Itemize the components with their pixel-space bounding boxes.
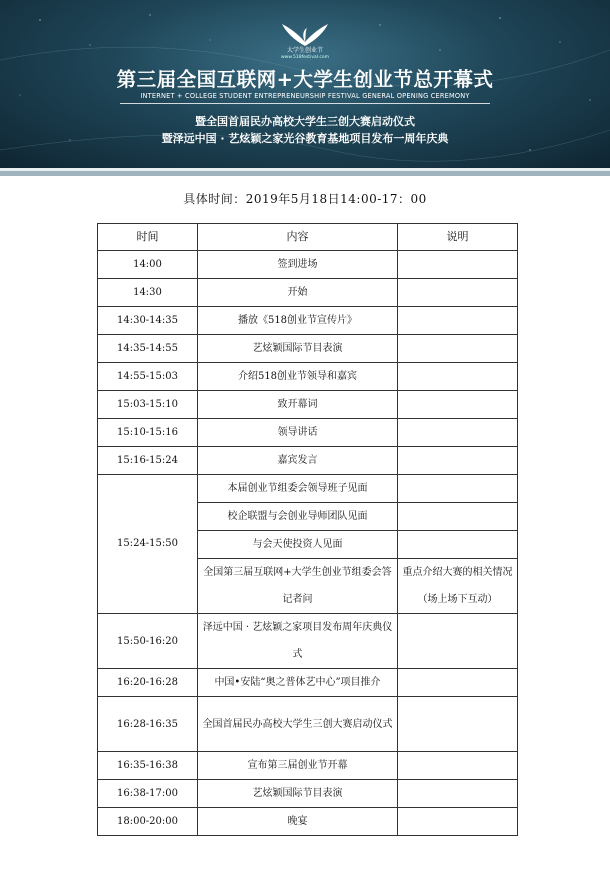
table-row [98, 279, 518, 307]
time-cell: 16:20-16:28 [98, 669, 198, 697]
content-cell: 领导讲话 [198, 419, 398, 447]
note-cell: 重点介绍大赛的相关情况（场上场下互动） [398, 559, 518, 614]
banner-edge [0, 171, 610, 176]
table-row [98, 419, 518, 447]
content-cell: 签到进场 [198, 251, 398, 279]
time-cell: 14:35-14:55 [98, 335, 198, 363]
table-row [98, 335, 518, 363]
schedule-table [97, 223, 518, 836]
header-note: 说明 [398, 224, 518, 251]
page-title-english: INTERNET + COLLEGE STUDENT ENTREPRENEURSHIP FESTIVAL GENERAL OPENING CEREMONY [140, 92, 470, 100]
note-cell [398, 251, 518, 279]
note-cell [398, 697, 518, 752]
subtitle-1: 暨全国首届民办高校大学生三创大赛启动仪式 [195, 115, 415, 128]
note-cell [398, 752, 518, 780]
note-cell [398, 419, 518, 447]
note-cell [398, 503, 518, 531]
table-row [98, 251, 518, 279]
table-row [98, 307, 518, 335]
header-banner [0, 0, 610, 168]
content-cell: 艺炫颖国际节目表演 [198, 780, 398, 808]
time-cell: 15:03-15:10 [98, 391, 198, 419]
note-cell [398, 391, 518, 419]
note-cell [398, 307, 518, 335]
content-cell: 开始 [198, 279, 398, 307]
note-cell [398, 780, 518, 808]
event-time: 具体时间：2019年5月18日14:00-17：00 [183, 192, 427, 206]
time-cell: 14:55-15:03 [98, 363, 198, 391]
note-cell [398, 279, 518, 307]
table-row [98, 614, 518, 669]
header-time: 时间 [98, 224, 198, 251]
table-row [98, 391, 518, 419]
time-cell: 16:35-16:38 [98, 752, 198, 780]
subtitle-2: 暨泽远中国 · 艺炫颖之家光谷教育基地项目发布一周年庆典 [161, 132, 449, 145]
table-row [98, 363, 518, 391]
time-cell: 16:38-17:00 [98, 780, 198, 808]
time-cell: 16:28-16:35 [98, 697, 198, 752]
time-cell: 15:10-15:16 [98, 419, 198, 447]
note-cell [398, 335, 518, 363]
note-cell [398, 808, 518, 836]
logo-url: www.518festival.com [280, 55, 330, 60]
header-content: 内容 [198, 224, 398, 251]
content-cell: 艺炫颖国际节目表演 [198, 335, 398, 363]
note-cell [398, 363, 518, 391]
time-cell: 14:00 [98, 251, 198, 279]
time-cell: 15:50-16:20 [98, 614, 198, 669]
content-cell: 与会天使投资人见面 [198, 531, 398, 559]
note-cell [398, 614, 518, 669]
page-title: 第三届全国互联网+大学生创业节总开幕式 [116, 68, 494, 91]
note-cell [398, 447, 518, 475]
table-row [98, 808, 518, 836]
title-divider [120, 103, 490, 104]
note-cell [398, 669, 518, 697]
content-cell: 全国首届民办高校大学生三创大赛启动仪式 [198, 697, 398, 752]
content-cell: 校企联盟与会创业导师团队见面 [198, 503, 398, 531]
time-cell: 18:00-20:00 [98, 808, 198, 836]
content-cell: 泽远中国 · 艺炫颖之家项目发布周年庆典仪式 [198, 614, 398, 669]
logo-text: 大学生创业节 [286, 47, 323, 54]
time-cell: 15:16-15:24 [98, 447, 198, 475]
note-cell [398, 475, 518, 503]
table-row [98, 669, 518, 697]
table-row [98, 780, 518, 808]
content-cell: 中国•安陆“奥之普体艺中心”项目推介 [198, 669, 398, 697]
content-cell: 晚宴 [198, 808, 398, 836]
table-row [98, 752, 518, 780]
content-cell: 播放《518创业节宣传片》 [198, 307, 398, 335]
time-cell-group: 15:24-15:50 [98, 475, 198, 614]
content-cell: 致开幕词 [198, 391, 398, 419]
time-cell: 14:30 [98, 279, 198, 307]
note-cell [398, 531, 518, 559]
table-row [98, 697, 518, 752]
content-cell: 全国第三届互联网+大学生创业节组委会答记者问 [198, 559, 398, 614]
content-cell: 介绍518创业节领导和嘉宾 [198, 363, 398, 391]
content-cell: 本届创业节组委会领导班子见面 [198, 475, 398, 503]
time-cell: 14:30-14:35 [98, 307, 198, 335]
table-header-row [98, 224, 518, 251]
content-cell: 嘉宾发言 [198, 447, 398, 475]
content-cell: 宣布第三届创业节开幕 [198, 752, 398, 780]
table-row [98, 447, 518, 475]
table-row [98, 475, 518, 503]
